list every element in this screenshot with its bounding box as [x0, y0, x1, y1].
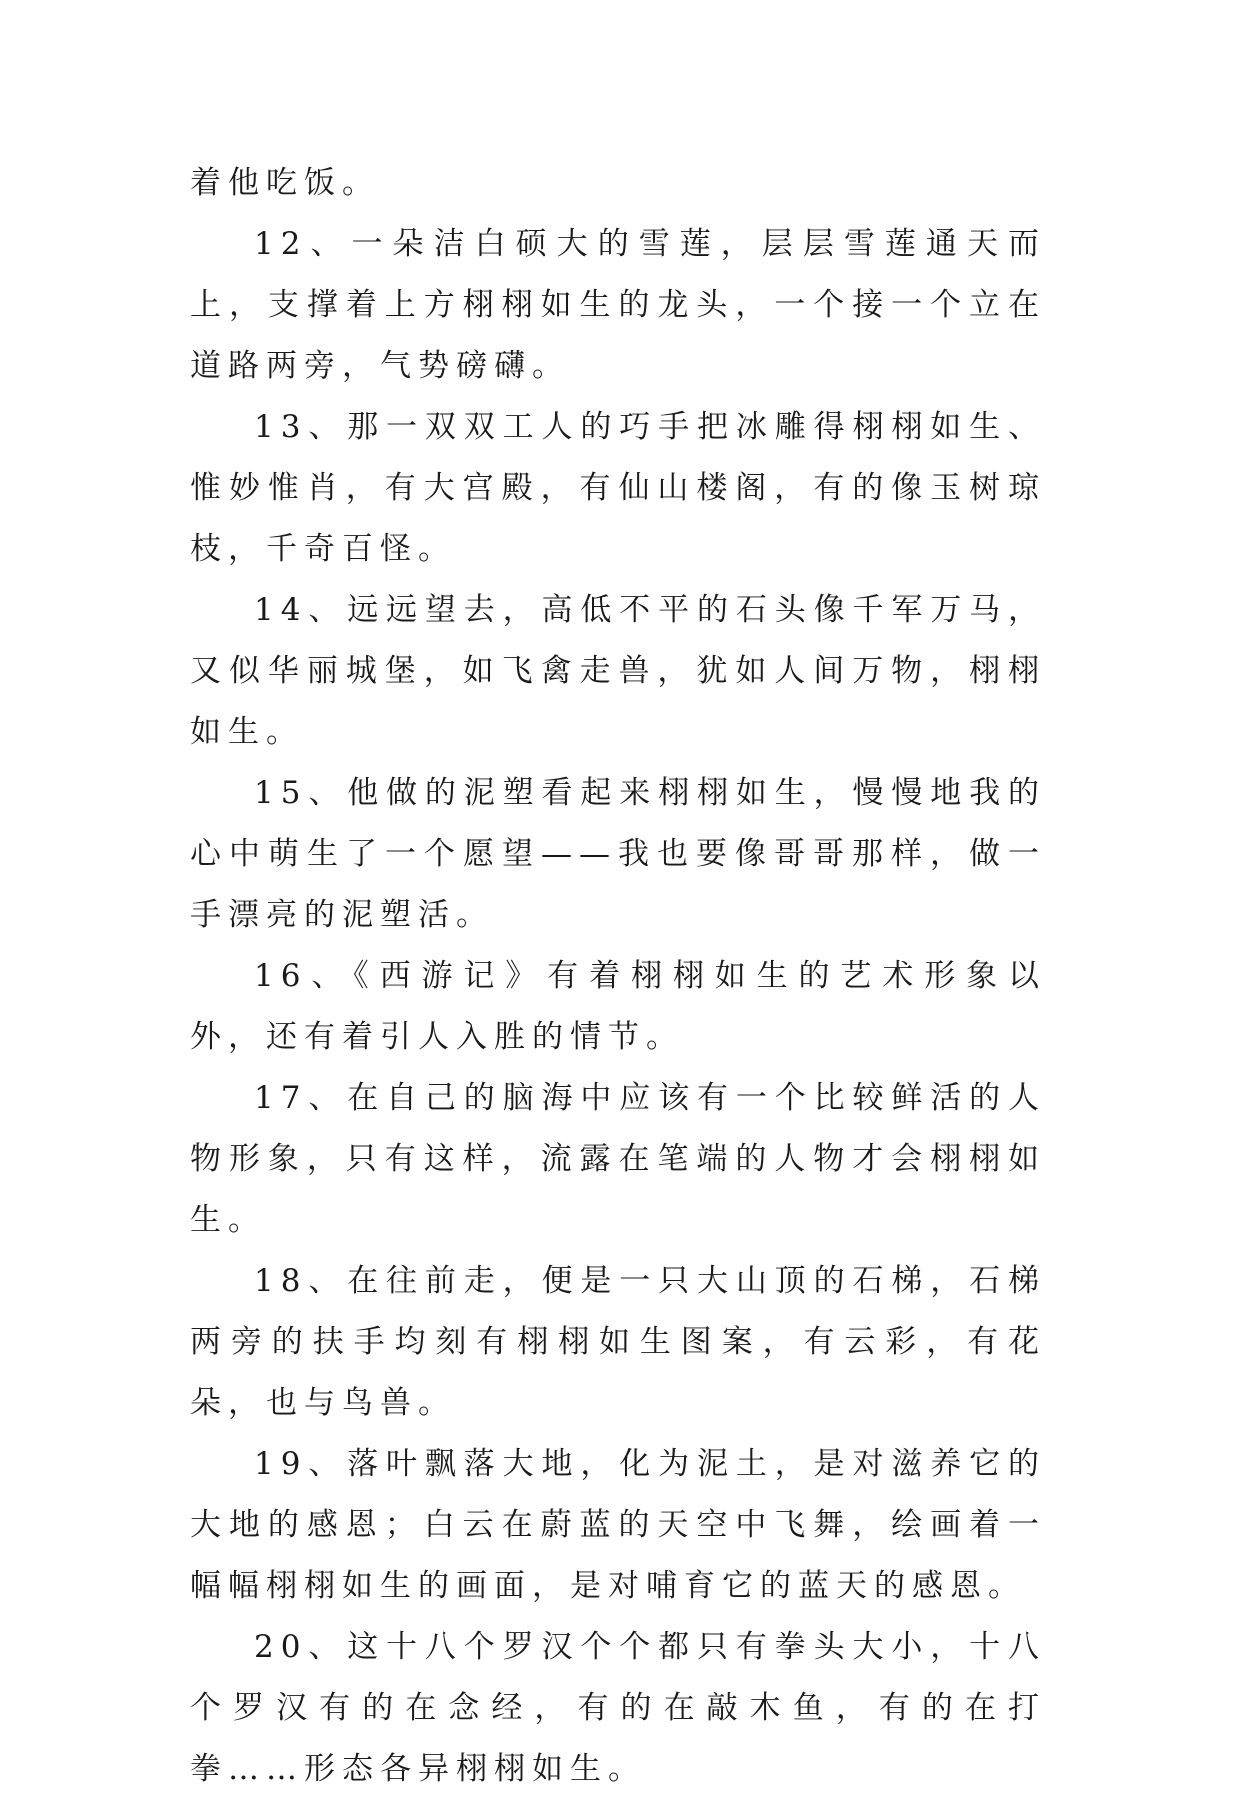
paragraph-14: 14、远远望去，高低不平的石头像千军万马，又似华丽城堡，如飞禽走兽，犹如人间万物，栩栩如生。 — [190, 592, 1046, 750]
paragraph-13: 13、那一双双工人的巧手把冰雕得栩栩如生、惟妙惟肖，有大宫殿，有仙山楼阁，有的像玉树琼枝，千奇百怪。 — [190, 409, 1046, 567]
paragraph-15: 15、他做的泥塑看起来栩栩如生，慢慢地我的心中萌生了一个愿望——我也要像哥哥那样，做一手漂亮的泥塑活。 — [190, 775, 1046, 933]
paragraph-18: 18、在往前走，便是一只大山顶的石梯，石梯两旁的扶手均刻有栩栩如生图案，有云彩，有花朵，也与鸟兽。 — [190, 1263, 1046, 1421]
paragraph-16: 16、《西游记》有着栩栩如生的艺术形象以外，还有着引人入胜的情节。 — [190, 958, 1046, 1055]
paragraph-17: 17、在自己的脑海中应该有一个比较鲜活的人物形象，只有这样，流露在笔端的人物才会栩栩如生。 — [190, 1080, 1046, 1238]
paragraph-continuation: 着他吃饭。 — [190, 165, 380, 201]
paragraph-19: 19、落叶飘落大地，化为泥土，是对滋养它的大地的感恩；白云在蔚蓝的天空中飞舞，绘画着一幅幅栩栩如生的画面，是对哺育它的蓝天的感恩。 — [190, 1446, 1046, 1604]
paragraph-12: 12、一朵洁白硕大的雪莲，层层雪莲通天而上，支撑着上方栩栩如生的龙头，一个接一个立在道路两旁，气势磅礴。 — [190, 226, 1046, 384]
document-body — [190, 153, 1046, 1800]
paragraph-20: 20、这十八个罗汉个个都只有拳头大小，十八个罗汉有的在念经，有的在敲木鱼，有的在打拳……形态各异栩栩如生。 — [190, 1629, 1046, 1787]
